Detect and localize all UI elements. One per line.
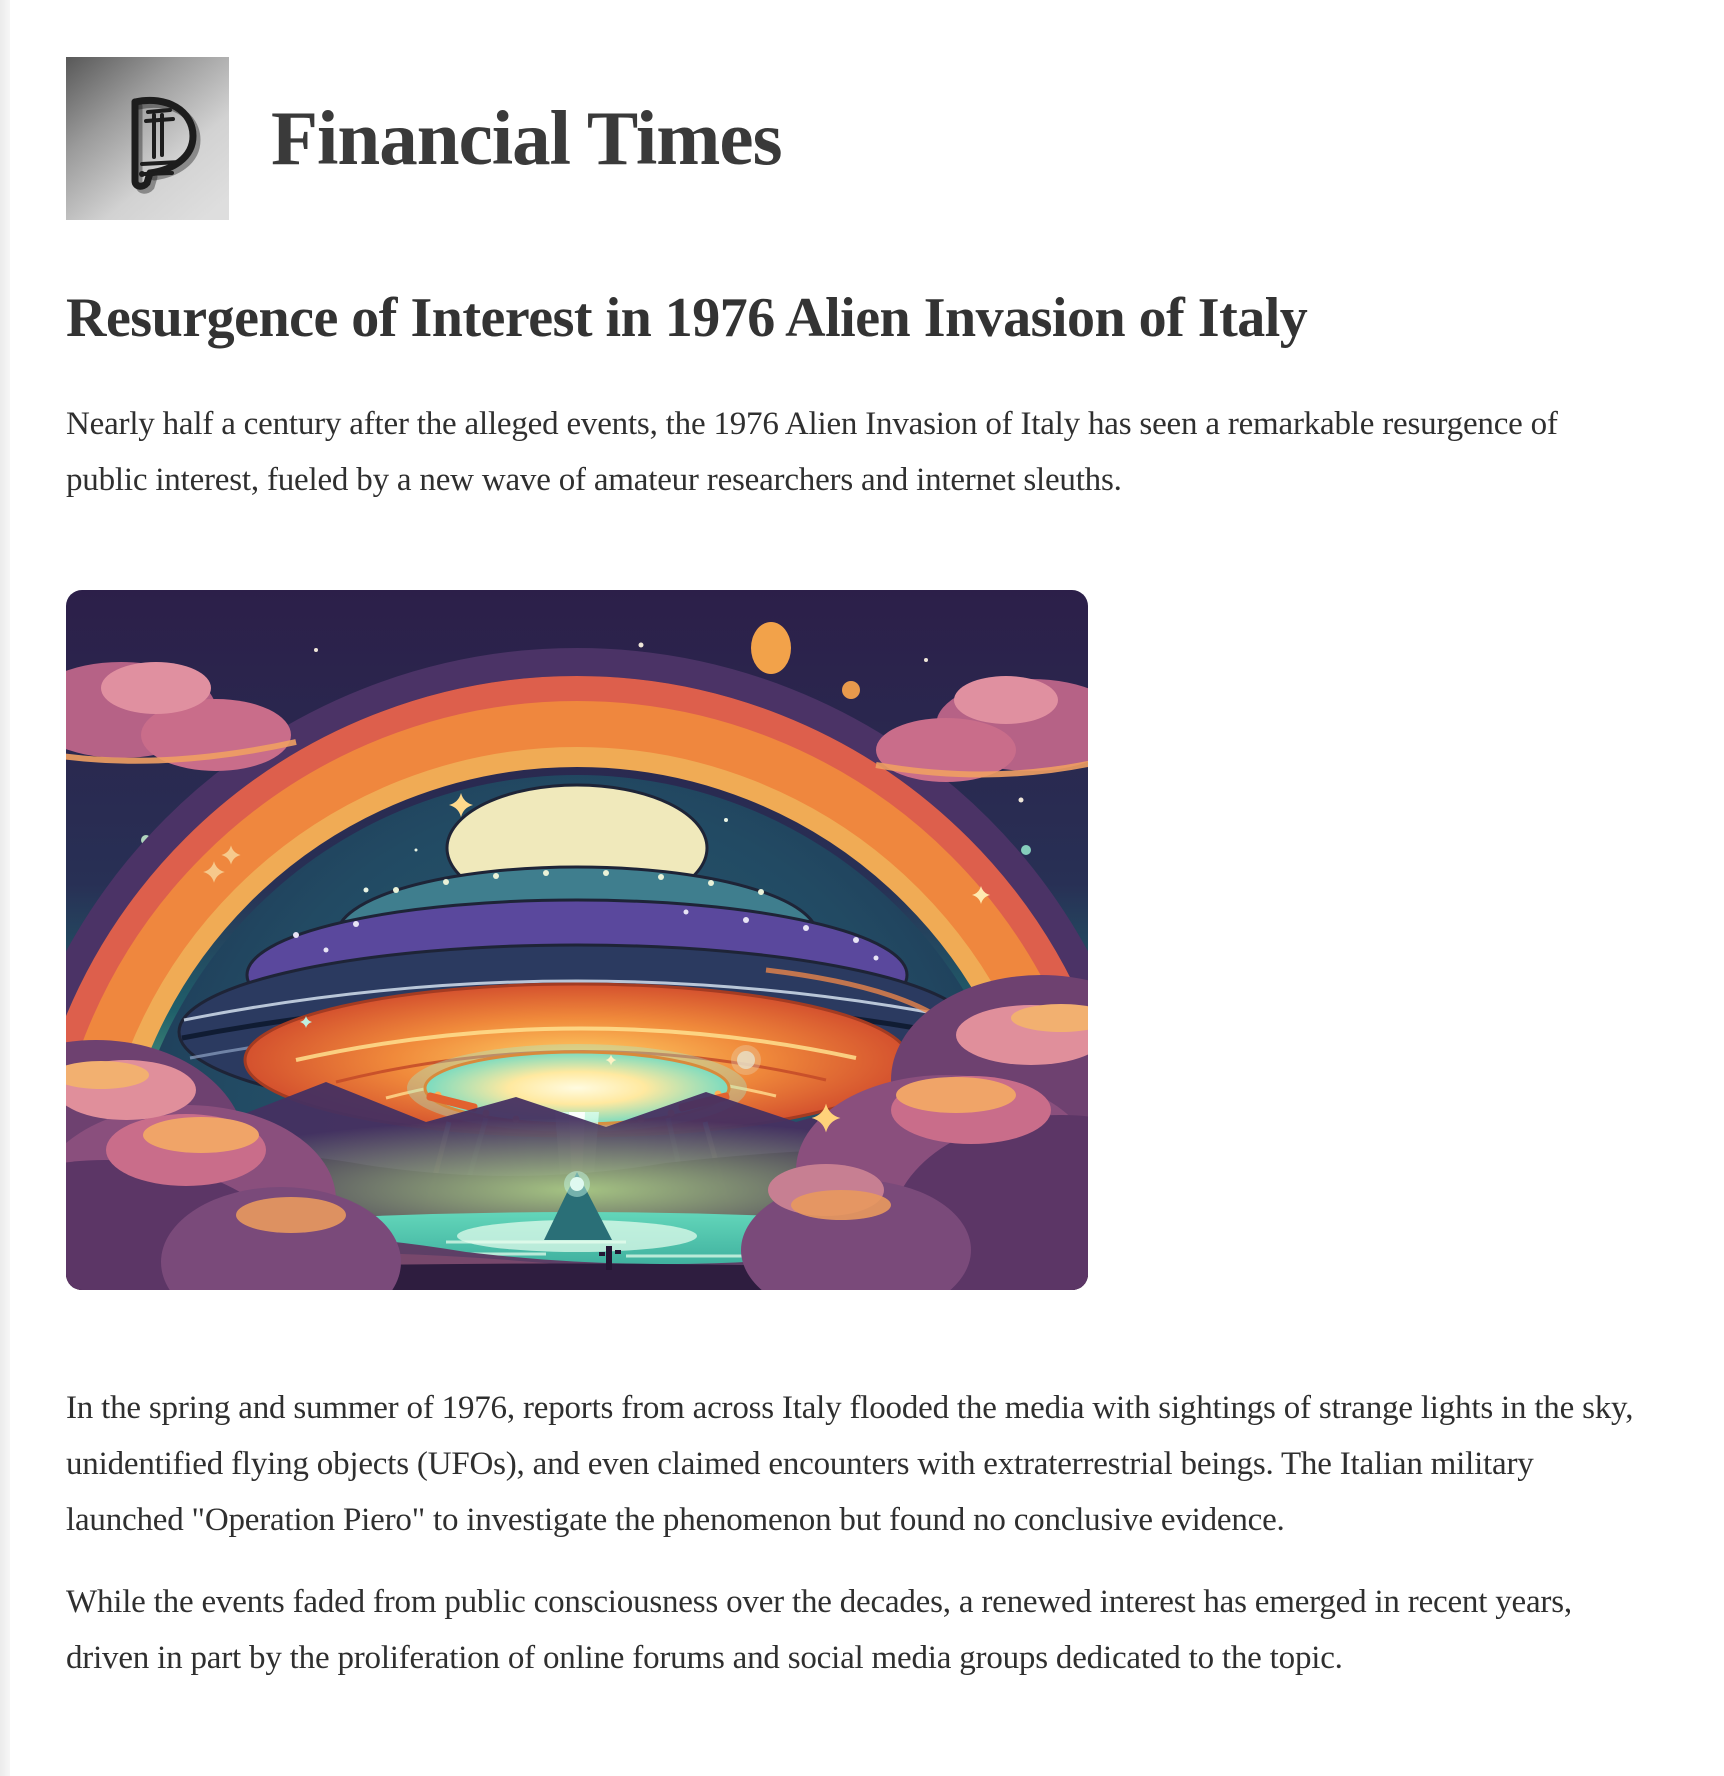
article-illustration (66, 590, 1088, 1290)
site-logo-image (66, 57, 229, 220)
article-headline: Resurgence of Interest in 1976 Alien Invasion of Italy (66, 287, 1308, 349)
article-lede: Nearly half a century after the alleged events, the 1976 Alien Invasion of Italy has seen a remarkable resurgence of public interest, fueled by a new wave of amateur researchers and internet sleuths. (66, 406, 1558, 499)
ufo-illustration (66, 590, 1088, 1290)
article-paragraph: In the spring and summer of 1976, reports from across Italy flooded the media with sightings of strange lights in the sky, unidentified flying objects (UFOs), and even claimed encounters with extraterrestrial beings. The Italian military launched "Operation Piero" to investigate the phenomenon but found no conclusive evidence. (66, 1390, 1634, 1539)
site-logo[interactable] (66, 57, 229, 220)
window-left-edge (0, 0, 10, 1776)
article-paragraph: While the events faded from public consciousness over the decades, a renewed interest has emerged in recent years, driven in part by the proliferation of online forums and social media groups dedicated to the topic. (66, 1584, 1572, 1677)
site-header (66, 57, 1646, 220)
site-title[interactable]: Financial Times (271, 95, 782, 181)
